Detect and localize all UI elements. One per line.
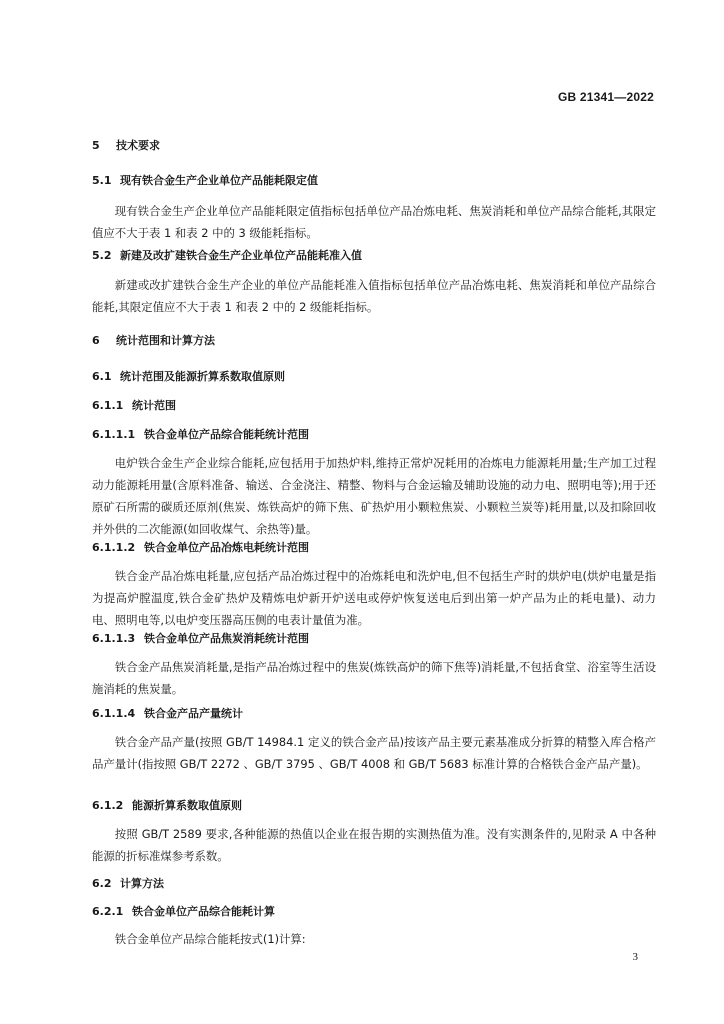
section-title: 技术要求 xyxy=(116,139,160,152)
section-heading-6-2 xyxy=(92,876,164,892)
section-title: 计算方法 xyxy=(120,877,164,890)
section-number: 6.1.1.1 xyxy=(92,428,136,441)
section-heading-5-1 xyxy=(92,173,318,189)
section-title: 统计范围 xyxy=(132,399,176,412)
section-heading-5-2 xyxy=(92,248,362,264)
section-title: 铁合金单位产品焦炭消耗统计范围 xyxy=(144,632,309,645)
standard-number: GB 21341—2022 xyxy=(558,90,654,104)
paragraph: 铁合金产品焦炭消耗量,是指产品冶炼过程中的焦炭(炼铁高炉的筛下焦等)消耗量,不包括食堂、浴室等生活设施消耗的焦炭量。 xyxy=(92,660,656,696)
paragraph: 现有铁合金生产企业单位产品能耗限定值指标包括单位产品冶炼电耗、焦炭消耗和单位产品综合能耗,其限定值应不大于表 1 和表 2 中的 3 级能耗指标。 xyxy=(92,204,656,240)
section-heading-6-1-1-1 xyxy=(92,427,309,443)
section-title: 铁合金产品产量统计 xyxy=(144,707,243,720)
section-number: 6 xyxy=(92,334,100,347)
section-title: 统计范围及能源折算系数取值原则 xyxy=(120,370,285,383)
paragraph: 铁合金产品产量(按照 GB/T 14984.1 定义的铁合金产品)按该产品主要元素基准成分折算的精整入库合格产品产量计(指按照 GB/T 2272 、GB/T 3795 、GB/T 4008 和 GB/T 5683 标准计算的合格铁合金产品产量)。 xyxy=(92,735,656,771)
section-title: 铁合金单位产品综合能耗统计范围 xyxy=(144,428,309,441)
paragraph: 铁合金产品冶炼电耗量,应包括产品冶炼过程中的冶炼耗电和洗炉电,但不包括生产时的烘炉电(烘炉电量是指为提高炉膛温度,铁合金矿热炉及精炼电炉新开炉送电或停炉恢复送电后到出第一炉产品为止的耗电量)、动力电、照明电等,以电炉变压器高压侧的电表计量值为准。 xyxy=(92,569,656,627)
section-number: 6.1.1.2 xyxy=(92,541,136,554)
paragraph: 电炉铁合金生产企业综合能耗,应包括用于加热炉料,维持正常炉况耗用的冶炼电力能源耗用量;生产加工过程动力能源耗用量(含原料准备、输送、合金浇注、精整、物料与合金运输及辅助设施的动力电、照明电等);用于还原矿石所需的碳质还原剂(焦炭、炼铁高炉的筛下焦、矿热炉用小颗粒焦炭、小颗粒兰炭等)耗用量,以及扣除回收并外供的二次能源(如回收煤气、余热等)量。 xyxy=(92,456,656,536)
section-number: 6.1.1.4 xyxy=(92,707,136,720)
paragraph: 铁合金单位产品综合能耗按式(1)计算: xyxy=(114,932,306,946)
section-number: 5 xyxy=(92,139,100,152)
section-heading-6-1-1 xyxy=(92,398,176,414)
section-number: 6.2.1 xyxy=(92,905,124,918)
section-title: 能源折算系数取值原则 xyxy=(132,799,242,812)
section-title: 铁合金单位产品综合能耗计算 xyxy=(132,905,275,918)
page-number: 3 xyxy=(632,951,638,963)
section-heading-6-1-1-3 xyxy=(92,631,309,647)
section-number: 5.1 xyxy=(92,174,112,187)
section-number: 5.2 xyxy=(92,249,112,262)
section-heading-6-2-1 xyxy=(92,904,275,920)
section-title: 铁合金单位产品冶炼电耗统计范围 xyxy=(144,541,309,554)
section-title: 统计范围和计算方法 xyxy=(116,334,215,347)
paragraph: 按照 GB/T 2589 要求,各种能源的热值以企业在报告期的实测热值为准。没有实测条件的,见附录 A 中各种能源的折标准煤参考系数。 xyxy=(92,827,656,863)
section-title: 新建及改扩建铁合金生产企业单位产品能耗准入值 xyxy=(120,249,362,262)
section-heading-6-1-1-2 xyxy=(92,540,309,556)
paragraph: 新建或改扩建铁合金生产企业的单位产品能耗准入值指标包括单位产品冶炼电耗、焦炭消耗和单位产品综合能耗,其限定值应不大于表 1 和表 2 中的 2 级能耗指标。 xyxy=(92,278,656,314)
section-number: 6.1 xyxy=(92,370,112,383)
section-number: 6.1.2 xyxy=(92,799,124,812)
section-number: 6.1.1 xyxy=(92,399,124,412)
section-number: 6.1.1.3 xyxy=(92,632,136,645)
section-heading-6-1 xyxy=(92,369,285,385)
section-heading-6-1-1-4 xyxy=(92,706,243,722)
section-heading-5 xyxy=(92,138,160,154)
section-title: 现有铁合金生产企业单位产品能耗限定值 xyxy=(120,174,318,187)
section-heading-6-1-2 xyxy=(92,798,242,814)
section-heading-6 xyxy=(92,333,215,349)
section-number: 6.2 xyxy=(92,877,112,890)
